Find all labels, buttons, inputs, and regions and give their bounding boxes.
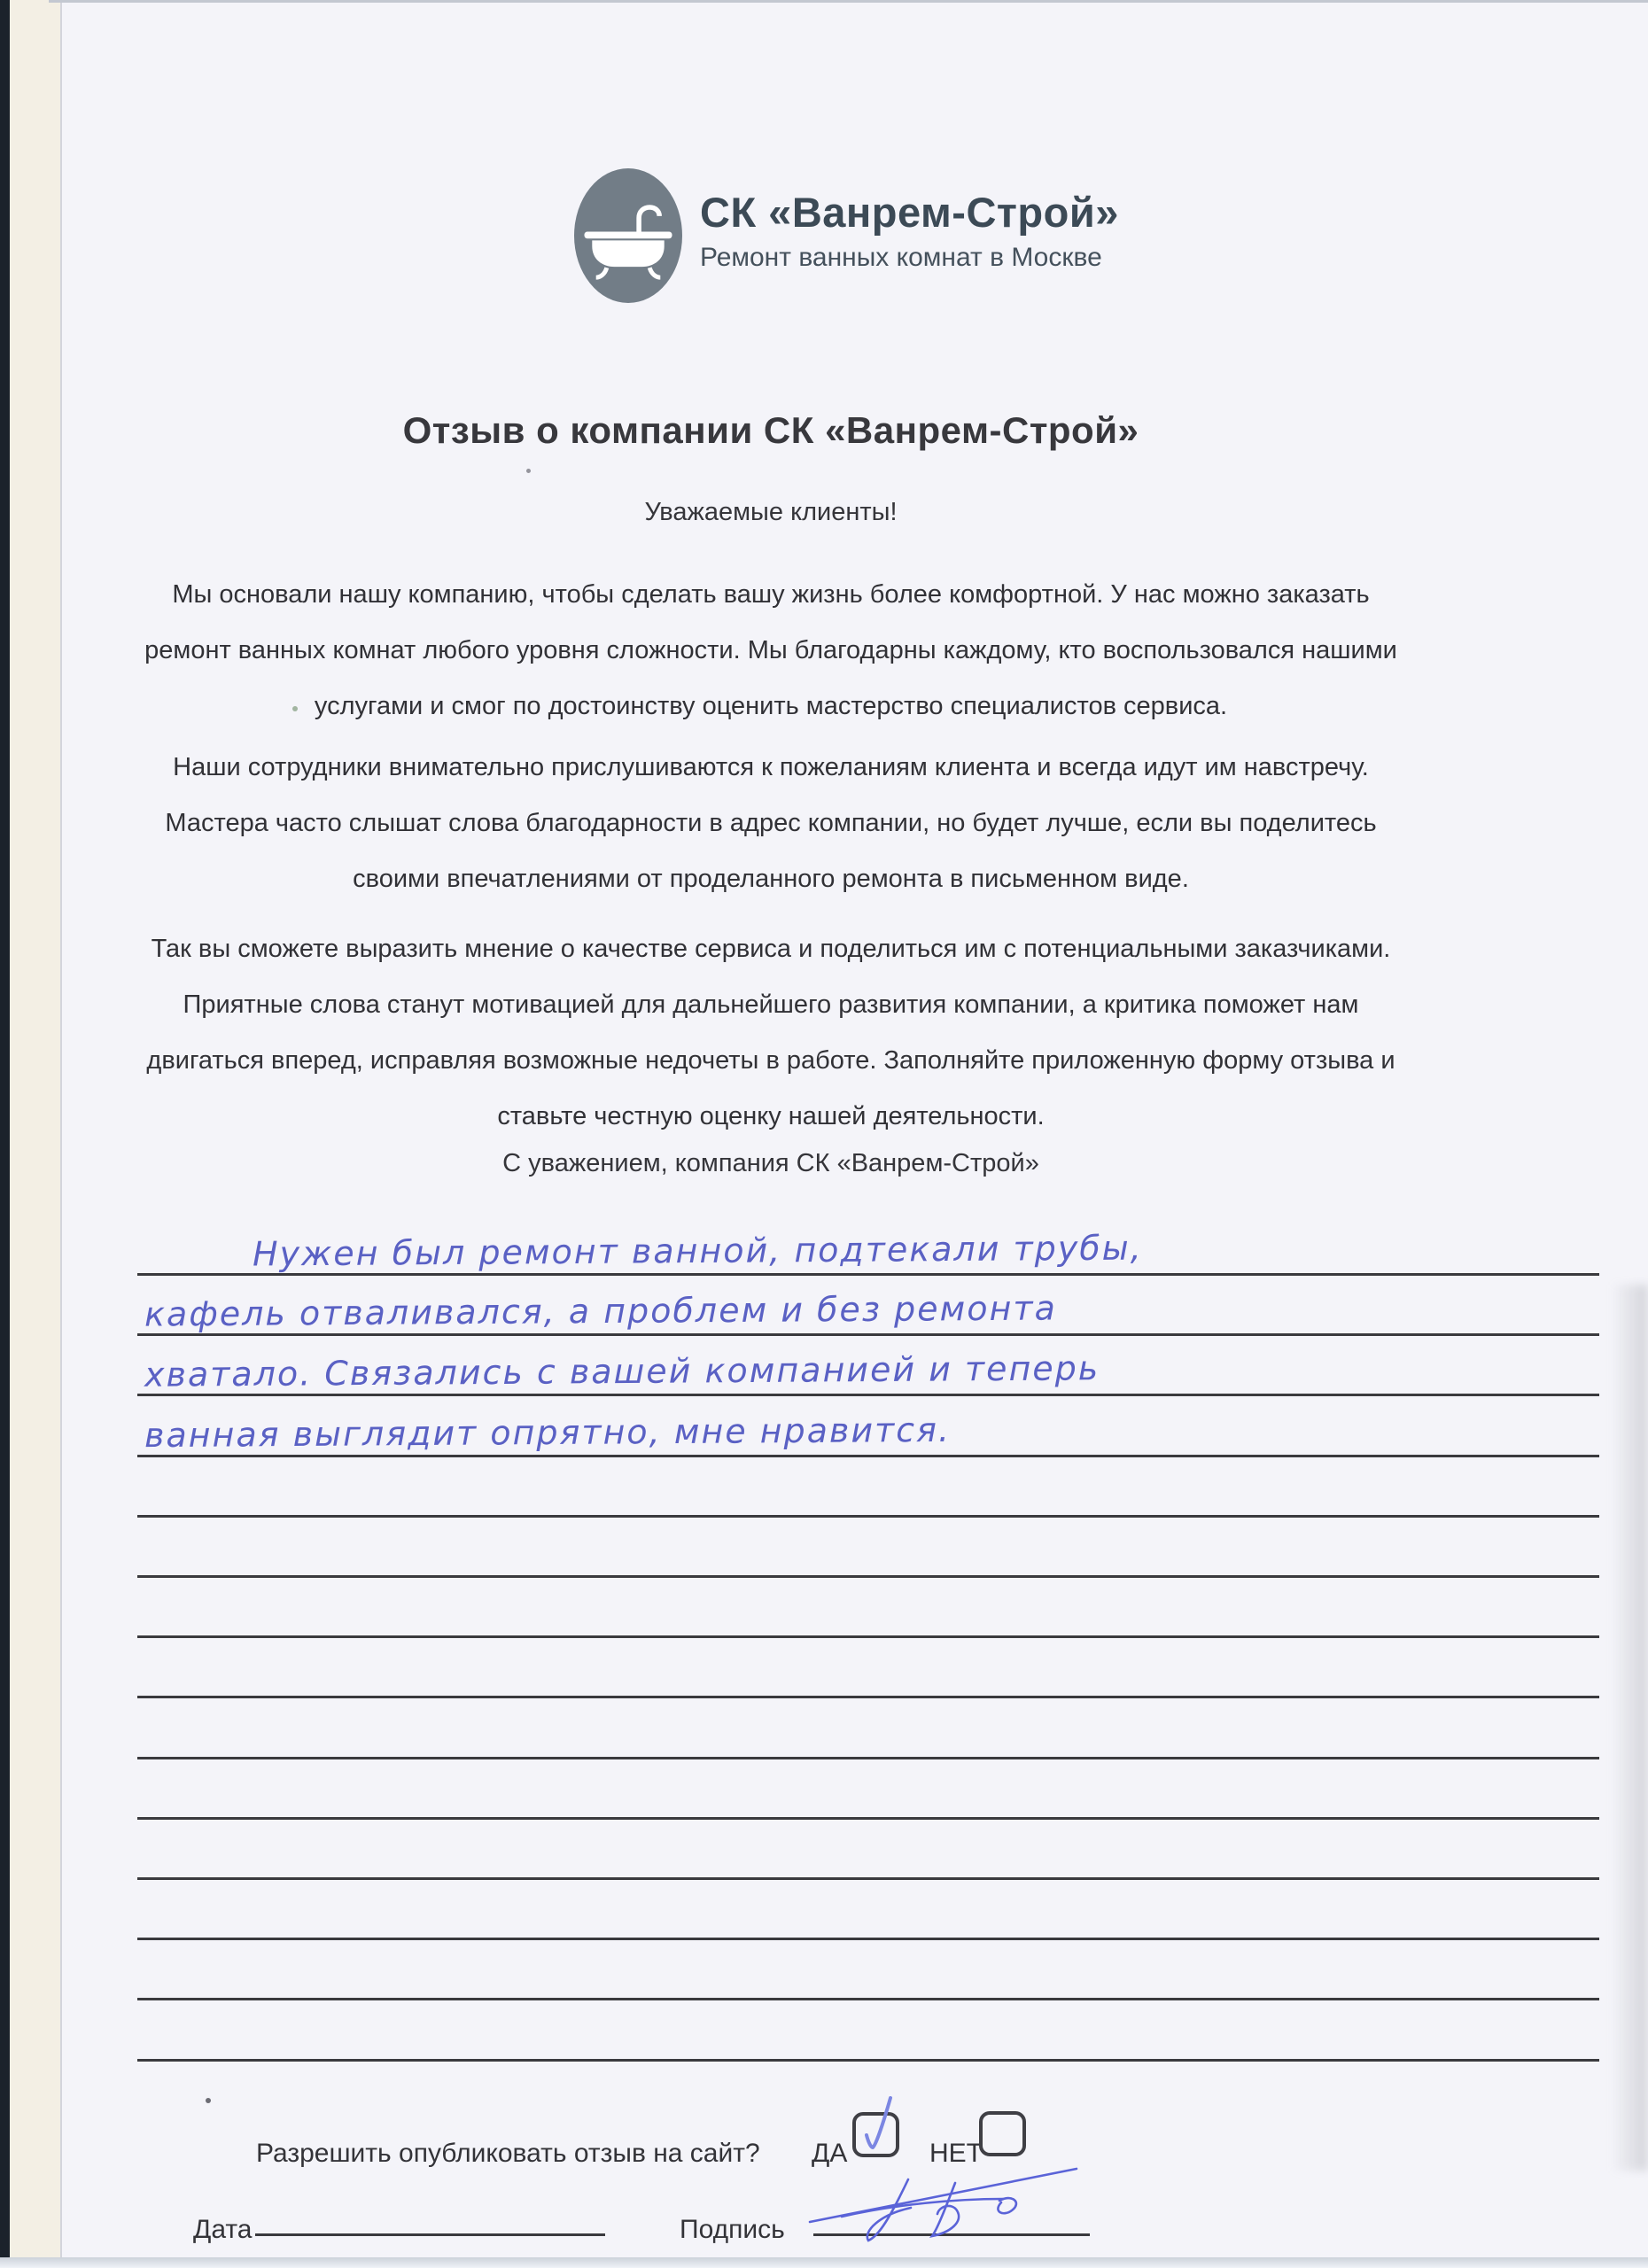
intro-paragraph: Мы основали нашу компанию, чтобы сделать вашу жизнь более комфортной. У нас можно заказать ремонт ванных комнат любого уровня сложности. Мы благодарны каждому, кто воспользовался нашими услугами и смог по достоинству оценить мастерство специалистов сервиса.	[144, 580, 1397, 720]
signature-label: Подпись	[680, 2215, 785, 2244]
page-title: Отзыв о компании СК «Ванрем-Строй»	[402, 409, 1139, 451]
review-rule-line[interactable]	[137, 1817, 1599, 1820]
page-left-seam	[60, 0, 62, 2268]
no-checkbox[interactable]	[979, 2111, 1026, 2156]
scanner-edge-margin	[10, 0, 60, 2268]
salutation: Уважаемые клиенты!	[644, 498, 898, 526]
review-rule-line[interactable]	[137, 1635, 1599, 1638]
company-tagline: Ремонт ванных комнат в Москве	[700, 243, 1102, 272]
yes-checkbox[interactable]	[852, 2112, 899, 2157]
company-name: СК «Ванрем-Строй»	[700, 189, 1119, 236]
scan-smudge	[1611, 1285, 1648, 2171]
signature-scribble	[797, 2155, 1099, 2252]
review-rule-line[interactable]	[137, 1228, 1599, 1276]
yes-checkmark	[858, 2096, 898, 2158]
review-rule-line[interactable]	[137, 1998, 1599, 2000]
date-field[interactable]	[255, 2233, 605, 2236]
request-paragraph: Так вы сможете выразить мнение о качестве сервиса и поделиться им с потенциальными заказчиками. Приятные слова станут мотивацией для дальнейшего развития компании, а критика поможет нам двигаться вперед, исправляя возможные недочеты в работе. Заполняйте приложенную форму отзыва и ставьте честную оценку нашей деятельности.	[146, 935, 1395, 1130]
review-rule-line[interactable]	[137, 1938, 1599, 1940]
review-lines[interactable]	[137, 0, 1599, 2268]
signoff: С уважением, компания СК «Ванрем-Строй»	[502, 1149, 1039, 1177]
handwritten-review-text: хватало. Связались с вашей компанией и теперь	[144, 1348, 1100, 1394]
review-rule-line[interactable]	[137, 1757, 1599, 1759]
date-label: Дата	[193, 2215, 253, 2244]
review-rule-line[interactable]	[137, 1696, 1599, 1698]
review-rule-line[interactable]	[137, 1348, 1599, 1396]
scanner-edge-shadow	[0, 0, 10, 2268]
review-rule-line[interactable]	[137, 1575, 1599, 1578]
review-rule-line[interactable]	[137, 1877, 1599, 1880]
review-rule-line[interactable]	[137, 1288, 1599, 1336]
no-label: НЕТ	[929, 2139, 983, 2168]
review-rule-line[interactable]	[137, 2059, 1599, 2062]
handwritten-review-text: ванная выглядит опрятно, мне нравится.	[144, 1410, 952, 1456]
review-rule-line[interactable]	[137, 1410, 1599, 1457]
yes-label: ДА	[812, 2139, 848, 2168]
handwritten-review-text: Нужен был ремонт ванной, подтекали трубы,	[252, 1228, 1143, 1274]
handwritten-review-text: кафель отваливался, а проблем и без ремонта	[144, 1288, 1057, 1334]
publish-question-label: Разрешить опубликовать отзыв на сайт?	[256, 2139, 760, 2168]
staff-paragraph: Наши сотрудники внимательно прислушиваются к пожеланиям клиента и всегда идут им навстречу. Мастера часто слышат слова благодарности в адрес компании, но будет лучше, если вы поделитесь своими впечатлениями от проделанного ремонта в письменном виде.	[165, 753, 1377, 893]
review-rule-line[interactable]	[137, 1515, 1599, 1518]
